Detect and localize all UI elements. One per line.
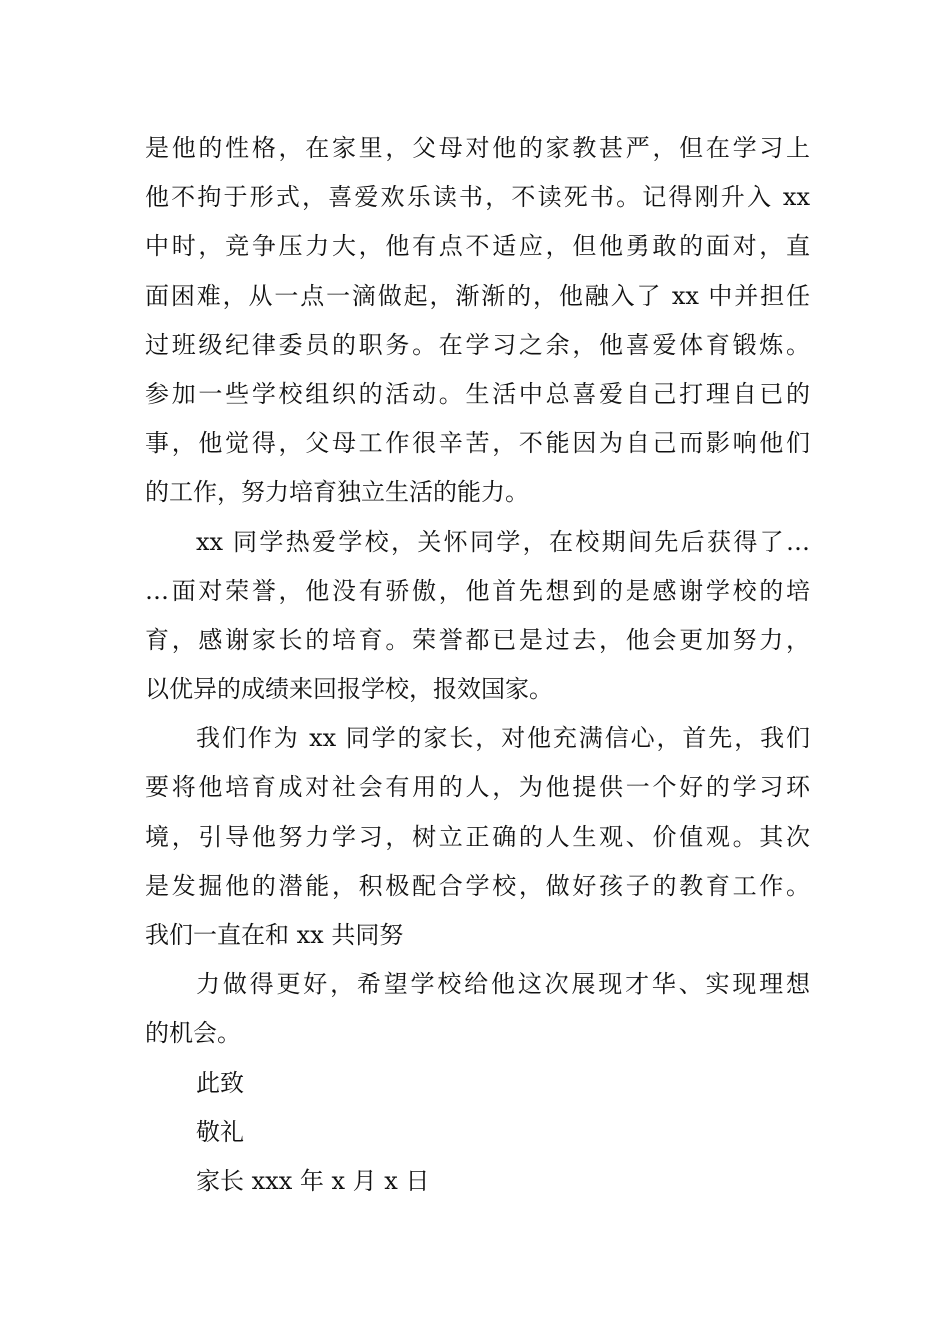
paragraph-line: 我们作为 xx 同学的家长，对他充满信心，首先，我们 bbox=[196, 724, 810, 753]
letter-body bbox=[145, 124, 810, 1206]
paragraph-line: 他不拘于形式，喜爱欢乐读书，不读死书。记得刚升入 xx bbox=[145, 183, 810, 212]
closing-salutation-2: 敬礼 bbox=[196, 1117, 244, 1146]
paragraph-line: 以优异的成绩来回报学校，报效国家。 bbox=[145, 675, 553, 704]
paragraph-line: 的工作，努力培育独立生活的能力。 bbox=[145, 478, 529, 507]
paragraph-line: 育，感谢家长的培育。荣誉都已是过去，他会更加努力， bbox=[145, 625, 810, 654]
signature-line: 家长 xxx 年 x 月 x 日 bbox=[196, 1166, 430, 1195]
paragraph-line: …面对荣誉，他没有骄傲，他首先想到的是感谢学校的培 bbox=[145, 576, 810, 605]
paragraph-line: 事，他觉得，父母工作很辛苦，不能因为自己而影响他们 bbox=[145, 429, 810, 458]
paragraph-line: 是他的性格，在家里，父母对他的家教甚严，但在学习上 bbox=[145, 134, 810, 162]
closing-salutation-1: 此致 bbox=[196, 1068, 244, 1097]
paragraph-line: 参加一些学校组织的活动。生活中总喜爱自己打理自已的 bbox=[145, 379, 810, 408]
paragraph-line: 境，引导他努力学习，树立正确的人生观、价值观。其次 bbox=[145, 822, 810, 851]
paragraph-line: 要将他培育成对社会有用的人，为他提供一个好的学习环 bbox=[145, 773, 810, 802]
paragraph-line: 我们一直在和 xx 共同努 bbox=[145, 921, 404, 949]
paragraph-line: xx 同学热爱学校，关怀同学，在校期间先后获得了… bbox=[196, 527, 810, 556]
paragraph-line: 是发掘他的潜能，积极配合学校，做好孩子的教育工作。 bbox=[145, 871, 810, 900]
paragraph-line: 的机会。 bbox=[145, 1019, 241, 1048]
paragraph-line: 面困难，从一点一滴做起，渐渐的，他融入了 xx 中并担任 bbox=[145, 281, 810, 310]
paragraph-line: 力做得更好，希望学校给他这次展现才华、实现理想 bbox=[196, 970, 810, 999]
paragraph-line: 过班级纪律委员的职务。在学习之余，他喜爱体育锻炼。 bbox=[145, 330, 810, 359]
paragraph-line: 中时，竞争压力大，他有点不适应，但他勇敢的面对，直 bbox=[145, 232, 810, 261]
